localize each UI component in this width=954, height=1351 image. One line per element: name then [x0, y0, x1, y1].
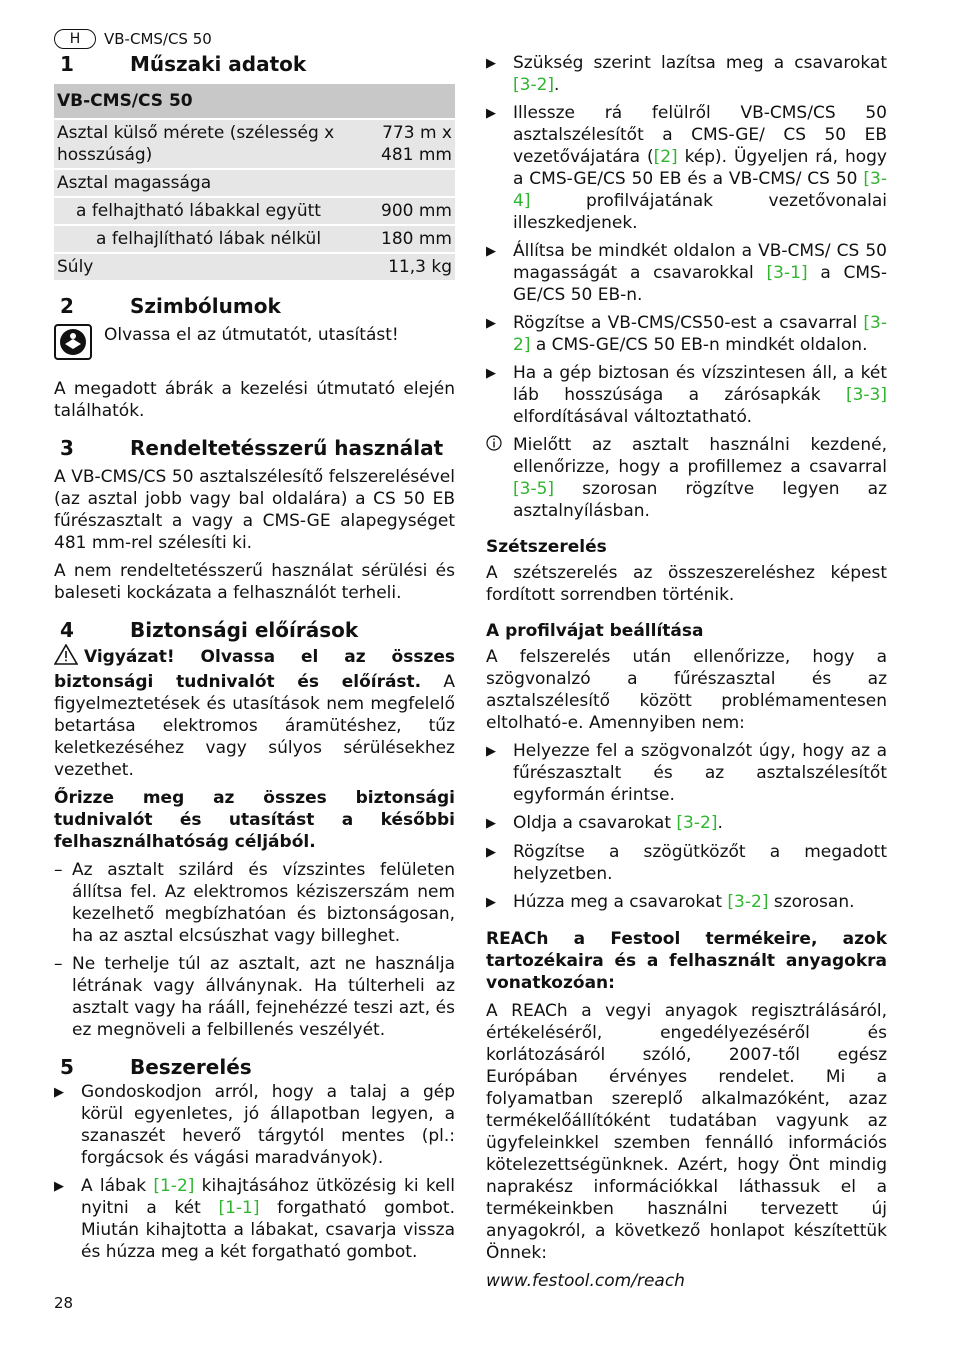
section-5-heading: 5 Beszerelés	[60, 1055, 252, 1079]
disassembly-text: A szétszerelés az összeszereléshez képest fordított sorrendben történik.	[486, 563, 887, 605]
left-column	[54, 52, 455, 1269]
safety-warning: Vigyázat! Olvassa el az összes biztonsági tudnivalót és előírást. A figyelmeztetések és utasítások nem megfelelő betartása elektromos áramütéshez, tűz keletkezéséhez vagy súlyos sérülésekhez vezethet.	[54, 644, 455, 781]
section-4-heading: 4 Biztonsági előírások	[60, 618, 359, 642]
disassembly-heading: Szétszerelés	[486, 537, 607, 557]
section-1-heading: 1 Műszaki adatok	[60, 52, 307, 76]
figure-ref: [3-3]	[845, 385, 887, 405]
list-item: – Az asztalt szilárd és vízszintes felületen állítsa fel. Az elektromos kéziszerszám nem kezelhető megbízhatóan és biztonságosan, ha az asztal elcsúszhat vagy billeghet.	[54, 860, 455, 946]
list-item: ▶ Ha a gép biztosan és vízszintesen áll, a két láb hosszúsága a zárósapkák [3-3] elfordításával változtatható.	[486, 363, 887, 427]
list-item: ▶ Rögzítse a szögütközőt a megadott helyzetben.	[486, 842, 887, 884]
table-row: Asztal magassága	[54, 170, 455, 196]
figure-ref: [3-2]	[727, 892, 769, 912]
figure-ref: [3-2]	[513, 313, 887, 355]
list-item: ▶ Állítsa be mindkét oldalon a VB-CMS/ CS 50 magasságát a csavarokkal [3-1] a CMS-GE/CS 50 EB-n.	[486, 241, 887, 305]
list-item: ▶ Gondoskodjon arról, hogy a talaj a gép körül egyenletes, jó állapotban legyen, a szanaszét heverő tárgytól mentes (pl.: forgácsok és vágási maradványok).	[54, 1082, 455, 1168]
profile-heading: A profilvájat beállítása	[486, 621, 704, 641]
list-item: ▶ A lábak [1-2] kihajtásához ütközésig ki kell nyitni a két [1-1] forgatható gombot. Miután kihajtotta a lábakat, csavarja vissza és húzza meg a két forgatható gombot.	[54, 1176, 456, 1262]
figures-note: A megadott ábrák a kezelési útmutató elején találhatók.	[54, 379, 455, 421]
figure-ref: [2]	[653, 147, 678, 167]
bullet-arrow-icon: ▶	[486, 366, 496, 381]
symbol-row	[54, 324, 455, 360]
bullet-arrow-icon: ▶	[54, 1179, 64, 1194]
table-row: Súly 11,3 kg	[54, 254, 455, 280]
right-column	[486, 52, 887, 1292]
bullet-arrow-icon: ▶	[486, 244, 496, 259]
info-note: Mielőtt az asztalt használni kezdené, ellenőrizze, hogy a profillemez a csavarral [3-5] szorosan rögzítve legyen az asztalnyílásban.	[486, 434, 887, 522]
list-item: ▶ Szükség szerint lazítsa meg a csavarokat [3-2].	[486, 53, 887, 95]
list-item: – Ne terhelje túl az asztalt, azt ne használja létrának vagy állványnak. Ha túlterheli az asztalt vagy ha rááll, fejnehézzé teszi azt, és ez megnöveli a felbillenés veszélyét.	[54, 954, 455, 1040]
info-icon	[486, 434, 513, 522]
misuse-text: A nem rendeltetésszerű használat sérülési és baleseti kockázata a felhasználót terheli.	[54, 561, 455, 603]
bullet-arrow-icon: ▶	[486, 895, 496, 910]
figure-ref: [3-4]	[513, 169, 887, 211]
spec-table	[54, 82, 455, 282]
section-3-heading: 3 Rendeltetésszerű használat	[60, 436, 444, 460]
bullet-arrow-icon: ▶	[486, 56, 496, 71]
list-item: ▶ Oldja a csavarokat [3-2].	[486, 813, 723, 833]
bullet-arrow-icon: ▶	[54, 1085, 64, 1100]
read-manual-icon	[54, 324, 92, 360]
table-row: a felhajtható lábakkal együtt 900 mm	[54, 198, 455, 224]
table-row: Asztal külső mérete (szélesség x hosszúság) 773 m x 481 mm	[54, 120, 455, 168]
reach-heading: REACh a Festool termékeire, azok tartozékaira és a felhasznált anyagokra vonatkozóan:	[486, 929, 887, 993]
warning-icon	[54, 644, 78, 671]
bullet-arrow-icon: ▶	[486, 845, 496, 860]
figure-ref: [3-1]	[766, 263, 808, 283]
language-badge: H	[54, 29, 96, 49]
reach-text: A REACh a vegyi anyagok regisztrálásáról, értékeléséről, engedélyezéséről és korlátozásáról szóló, 2007-től egész Európában érvényes rendelet. Mi a folyamatban szereplő alkalmazóként, azaz termékelőállítóként tudatában vagyunk az ügyfeleinkkel szemben fennálló információs kötelezettségünknek. Azért, hogy Önt mindig naprakész információkkal láthassuk el a termékeinkben használni tervezett új anyagokról, a következő honlapot készítettük Önnek:	[486, 1001, 887, 1263]
bullet-arrow-icon: ▶	[486, 744, 496, 759]
reach-link[interactable]: www.festool.com/reach	[486, 1271, 685, 1291]
header-model: VB-CMS/CS 50	[104, 30, 212, 48]
symbol-text: Olvassa el az útmutatót, utasítást!	[104, 325, 399, 345]
bullet-arrow-icon: ▶	[486, 816, 496, 831]
bullet-arrow-icon: ▶	[486, 316, 496, 331]
bullet-arrow-icon: ▶	[486, 106, 496, 121]
table-row: a felhajlítható lábak nélkül 180 mm	[54, 226, 455, 252]
page-number: 28	[54, 1294, 74, 1312]
spec-table-head: VB-CMS/CS 50	[54, 84, 455, 118]
list-item: ▶ Húzza meg a csavarokat [3-2] szorosan.	[486, 892, 855, 912]
profile-text: A felszerelés után ellenőrizze, hogy a szögvonalzó a fűrészasztal és az asztalszélesítő között problémamentesen eltolható-e. Amennyiben nem:	[486, 647, 887, 733]
list-item: ▶ Rögzítse a VB-CMS/CS50-est a csavarral [3-2] a CMS-GE/CS 50 EB-n mindkét oldalon.	[486, 313, 887, 355]
figure-ref: [3-2]	[676, 813, 718, 833]
figure-ref: [3-2]	[513, 75, 555, 95]
keep-instructions: Őrizze meg az összes biztonsági tudnivalót és utasítást a későbbi felhasználhatóság céljából.	[54, 788, 455, 852]
intended-use-text: A VB-CMS/CS 50 asztalszélesítő felszerelésével (az asztal jobb vagy bal oldalára) a CS 50 EB fűrészasztalt a vagy a CMS-GE alapegységet 481 mm-rel szélesíti ki.	[54, 467, 455, 553]
list-item: ▶ Illessze rá felülről VB-CMS/CS 50 asztalszélesítőt a CMS-GE/ CS 50 EB vezetővájatára ([2] kép). Ügyeljen rá, hogy a CMS-GE/CS 50 EB és a VB-CMS/ CS 50 [3-4] profilvájatának vezetővonalai illeszkedjenek.	[486, 103, 887, 233]
figure-ref: [1-2]	[153, 1176, 195, 1196]
section-2-heading: 2 Szimbólumok	[60, 294, 281, 318]
page-header	[54, 28, 212, 50]
figure-ref: [1-1]	[218, 1198, 260, 1218]
figure-ref: [3-5]	[513, 479, 555, 499]
list-item: ▶ Helyezze fel a szögvonalzót úgy, hogy az a fűrészasztalt és az asztalszélesítőt egyformán érintse.	[486, 741, 887, 805]
